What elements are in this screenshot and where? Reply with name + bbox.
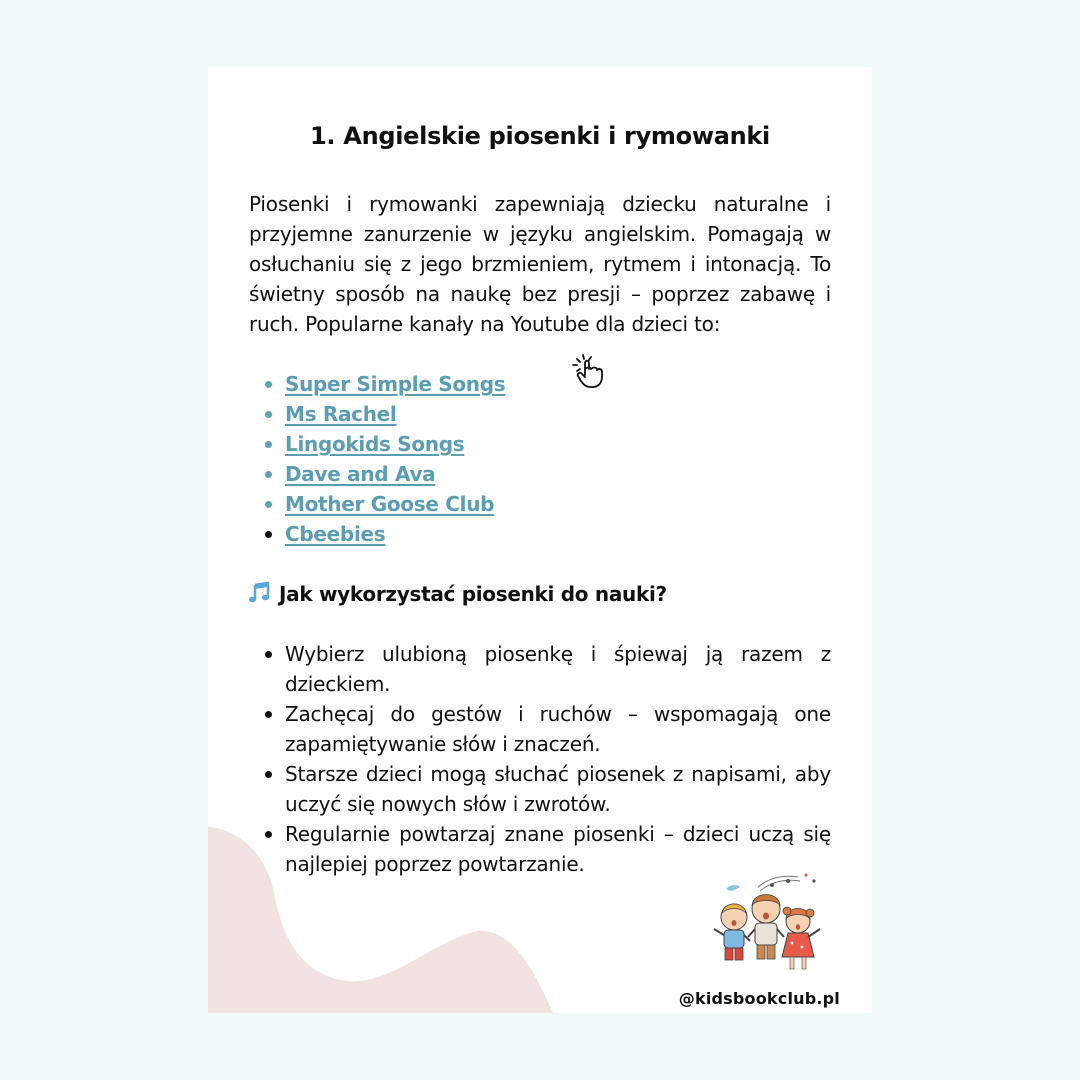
intro-paragraph: Piosenki i rymowanki zapewniają dziecku naturalne i przyjemne zanurzenie w języku angielskim. Pomagają w osłuchaniu się z jego brzmieniem, rytmem i intonacją. To świetny sposób na naukę bez presji – poprzez zabawę i ruch. Popularne kanały na Youtube dla dzieci to: xyxy=(249,192,831,336)
channel-link-cbeebies[interactable]: Cbeebies xyxy=(285,522,386,546)
list-item xyxy=(285,459,831,489)
channel-link-ms-rachel[interactable]: Ms Rachel xyxy=(285,402,397,426)
channel-list xyxy=(249,369,831,549)
pointing-hand-icon xyxy=(571,353,611,389)
channel-link-dave-and-ava[interactable]: Dave and Ava xyxy=(285,462,436,486)
list-item xyxy=(285,369,831,399)
section-heading xyxy=(247,579,831,609)
list-item xyxy=(285,489,831,519)
list-item: Regularnie powtarzaj znane piosenki – dzieci uczą się najlepiej poprzez powtarzanie. xyxy=(285,819,831,879)
document-page xyxy=(208,67,872,1013)
musical-note-icon xyxy=(247,581,271,605)
channel-link-mother-goose-club[interactable]: Mother Goose Club xyxy=(285,492,495,516)
social-handle: @kidsbookclub.pl xyxy=(678,989,840,1008)
content xyxy=(249,119,831,879)
channel-link-lingokids-songs[interactable]: Lingokids Songs xyxy=(285,432,465,456)
list-item: Starsze dzieci mogą słuchać piosenek z napisami, aby uczyć się nowych słów i zwrotów. xyxy=(285,759,831,819)
tips-list xyxy=(249,639,831,879)
list-item xyxy=(285,519,831,549)
channel-link-super-simple-songs[interactable]: Super Simple Songs xyxy=(285,372,506,396)
page-title: 1. Angielskie piosenki i rymowanki xyxy=(310,122,770,150)
list-item xyxy=(285,399,831,429)
list-item xyxy=(285,429,831,459)
singing-kids-illustration xyxy=(710,867,824,977)
list-item: Zachęcaj do gestów i ruchów – wspomagają one zapamiętywanie słów i znaczeń. xyxy=(285,699,831,759)
section-heading-text: Jak wykorzystać piosenki do nauki? xyxy=(279,582,667,606)
list-item: Wybierz ulubioną piosenkę i śpiewaj ją razem z dzieckiem. xyxy=(285,639,831,699)
